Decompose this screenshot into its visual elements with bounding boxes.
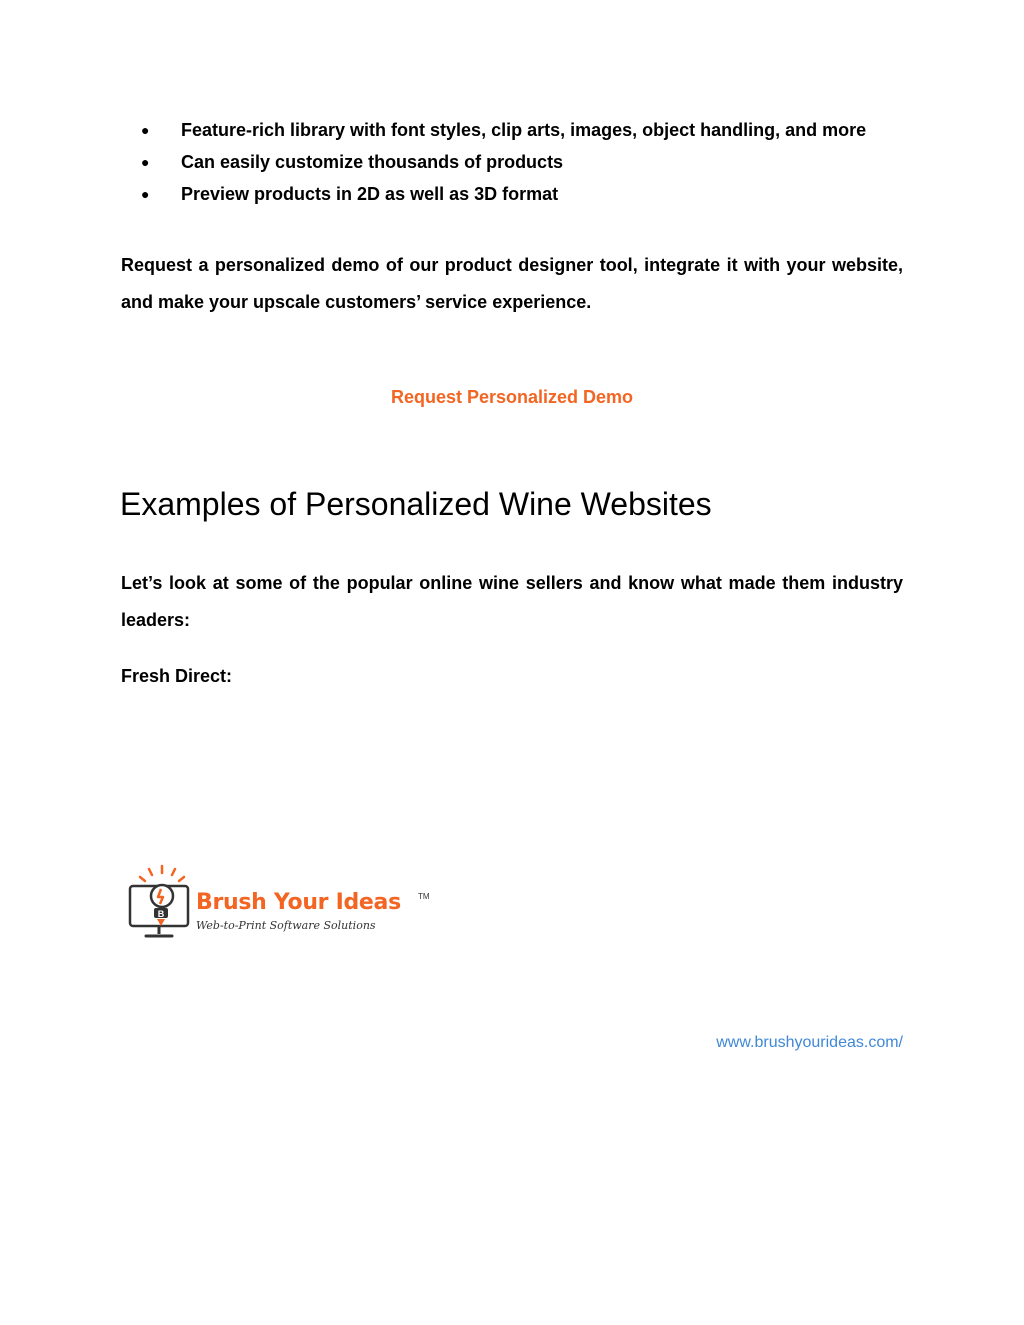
list-item xyxy=(122,114,902,146)
logo-trademark: TM xyxy=(418,892,430,901)
logo-tagline: Web-to-Print Software Solutions xyxy=(196,919,376,932)
list-item xyxy=(122,146,902,178)
bullet-icon: ● xyxy=(141,186,150,202)
list-item-text: Preview products in 2D as well as 3D format xyxy=(181,184,559,204)
subheading-fresh-direct: Fresh Direct: xyxy=(121,666,233,686)
section-heading: Examples of Personalized Wine Websites xyxy=(120,486,712,522)
lightbulb-monitor-icon xyxy=(124,862,196,944)
feature-list xyxy=(122,114,902,210)
footer-website-link[interactable]: www.brushyourideas.com/ xyxy=(716,1034,903,1051)
list-item xyxy=(122,178,902,210)
request-paragraph: Request a personalized demo of our product designer tool, integrate it with your website, and make your upscale customers’ service experience. xyxy=(121,255,903,312)
list-item-text: Feature-rich library with font styles, clip arts, images, object handling, and more xyxy=(181,120,867,140)
bullet-icon: ● xyxy=(141,154,150,170)
brand-logo xyxy=(124,862,434,944)
list-item-text: Can easily customize thousands of products xyxy=(181,152,564,172)
request-demo-link[interactable]: Request Personalized Demo xyxy=(390,387,634,407)
intro-paragraph: Let’s look at some of the popular online wine sellers and know what made them industry leaders: xyxy=(121,573,903,630)
bullet-icon: ● xyxy=(141,122,150,138)
svg-text:B: B xyxy=(157,909,165,919)
logo-name: Brush Your Ideas xyxy=(196,890,401,915)
